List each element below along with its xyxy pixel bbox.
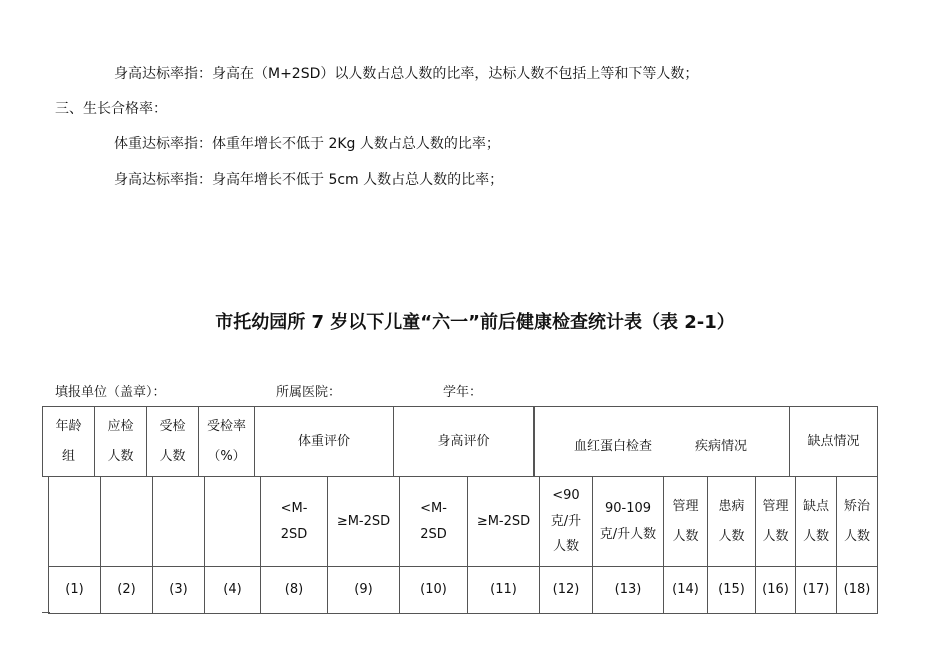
hospital-label: 所属医院：: [276, 385, 342, 400]
subheader-hb-mid-line2: 克/升人数: [599, 526, 657, 542]
col-number-8: (8): [260, 566, 328, 614]
table-title: 市托幼园所 7 岁以下儿童“六一”前后健康检查统计表（表 2-1）: [215, 312, 735, 333]
subheader-weight-low: [260, 476, 328, 567]
header-checked: [146, 406, 199, 477]
subheader-manage-1-line2: 人数: [672, 528, 699, 544]
header-checked-line2: 人数: [159, 448, 186, 464]
header-age-group: [42, 406, 95, 477]
header-age-group-line1: 年龄: [55, 418, 82, 434]
header-should-check-line1: 应检: [107, 418, 134, 434]
subheader-treat-count: [836, 476, 878, 567]
header-age-group-line2: 组: [61, 448, 75, 464]
subheader-defect-count-line2: 人数: [802, 528, 829, 544]
header-should-check: [94, 406, 147, 477]
subheader-hb-low-line1: <90: [552, 488, 580, 504]
subheader-height-low-line1: <M-: [420, 500, 447, 516]
col-number-3: (3): [152, 566, 205, 614]
col-number-10: (10): [399, 566, 468, 614]
subheader-hb-low-line3: 人数: [552, 539, 579, 555]
header-should-check-line2: 人数: [107, 448, 134, 464]
col-number-11: (11): [467, 566, 540, 614]
col-number-2: (2): [100, 566, 153, 614]
header-checked-line1: 受检: [159, 418, 186, 434]
col-number-15: (15): [707, 566, 756, 614]
subheader-treat-count-line2: 人数: [843, 528, 870, 544]
col-number-17: (17): [795, 566, 837, 614]
subheader-manage-1: [663, 476, 708, 567]
header-defect: 缺点情况: [789, 406, 878, 477]
paragraph-height-standard: 身高达标率指：身高在（M+2SD）以人数占总人数的比率，达标人数不包括上等和下等人数；: [114, 66, 699, 82]
subheader-height-low: [399, 476, 468, 567]
table-edge-tick: [42, 612, 50, 613]
year-label: 学年：: [443, 385, 483, 400]
unit-label: 填报单位（盖章）：: [55, 385, 166, 400]
col-number-12: (12): [539, 566, 593, 614]
subheader-hb-low: [539, 476, 593, 567]
subheader-weight-low-line1: <M-: [280, 500, 308, 516]
header-weight-eval: 体重评价: [254, 406, 394, 477]
subheader-hb-mid-line1: 90-109: [604, 500, 652, 516]
subheader-manage-2-line1: 管理: [762, 498, 789, 514]
subheader-sick-line2: 人数: [718, 528, 745, 544]
subheader-manage-2-line2: 人数: [762, 528, 789, 544]
header-check-rate-line1: 受检率: [206, 418, 246, 434]
subheader-defect-count: [795, 476, 837, 567]
subheader-defect-count-line1: 缺点: [802, 498, 829, 514]
header-check-rate-line2: （%）: [207, 448, 246, 464]
header-hemoglobin: 血红蛋白检查: [574, 439, 653, 454]
subheader-empty-4: [204, 476, 261, 567]
subheader-sick: [707, 476, 756, 567]
col-number-18: (18): [836, 566, 878, 614]
section-heading-growth-rate: 三、生长合格率：: [55, 101, 167, 117]
subheader-hb-low-line2: 克/升: [550, 513, 582, 529]
col-number-9: (9): [327, 566, 400, 614]
col-number-13: (13): [592, 566, 664, 614]
col-number-14: (14): [663, 566, 708, 614]
subheader-hb-mid: [592, 476, 664, 567]
col-number-1: (1): [48, 566, 101, 614]
subheader-weight-ok: ≥M-2SD: [327, 476, 400, 567]
subheader-manage-2: [755, 476, 796, 567]
subheader-empty-3: [152, 476, 205, 567]
subheader-empty-1: [48, 476, 101, 567]
header-height-eval: 身高评价: [393, 406, 534, 477]
subheader-sick-line1: 患病: [718, 498, 745, 514]
paragraph-weight-rate: 体重达标率指：体重年增长不低于 2Kg 人数占总人数的比率；: [114, 136, 500, 152]
col-number-4: (4): [204, 566, 261, 614]
subheader-treat-count-line1: 矫治: [843, 498, 870, 514]
col-number-16: (16): [755, 566, 796, 614]
subheader-height-low-line2: 2SD: [420, 526, 447, 542]
paragraph-height-rate: 身高达标率指：身高年增长不低于 5cm 人数占总人数的比率；: [114, 172, 504, 188]
subheader-height-ok: ≥M-2SD: [467, 476, 540, 567]
subheader-weight-low-line2: 2SD: [280, 526, 308, 542]
header-hemoglobin-disease: [534, 406, 790, 477]
subheader-manage-1-line1: 管理: [672, 498, 699, 514]
header-check-rate: [198, 406, 255, 477]
subheader-empty-2: [100, 476, 153, 567]
header-disease: 疾病情况: [695, 439, 748, 454]
